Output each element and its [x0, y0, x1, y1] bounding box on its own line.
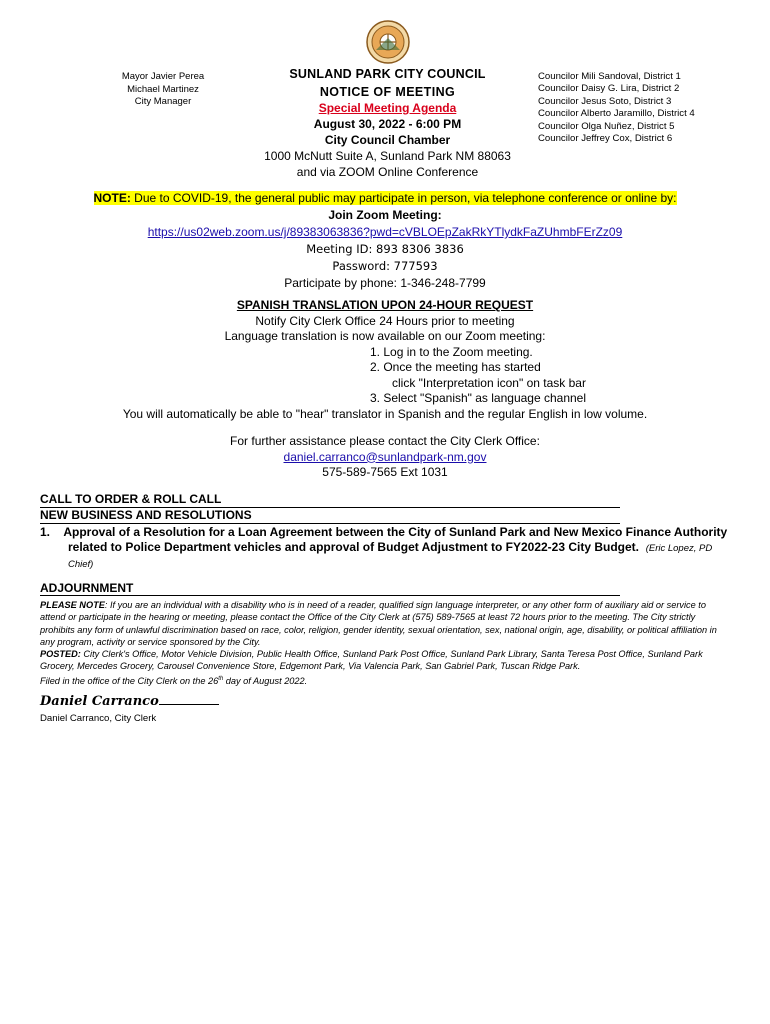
- posted-text: City Clerk's Office, Motor Vehicle Division, Public Health Office, Sunland Park Post Office, Sunland Park Library, Santa Teresa Post Office, Sunland Park Grocery, Mercedes Grocery, Carousel Convenience Store, Edgemont Park, Via Valencia Park, San Gabriel Park, Tuscan Ridge Park.: [40, 649, 703, 672]
- meeting-datetime: August 30, 2022 - 6:00 PM: [313, 117, 462, 131]
- join-zoom-label: Join Zoom Meeting:: [328, 208, 442, 222]
- please-note: [40, 599, 730, 648]
- clerk-email-link[interactable]: daniel.carranco@sunlandpark-nm.gov: [283, 449, 487, 464]
- phone-participation: Participate by phone: 1-346-248-7799: [284, 276, 486, 290]
- manager-name: Michael Martinez: [127, 83, 199, 95]
- covid-note: [40, 190, 730, 292]
- step-1: 1. Log in to the Zoom meeting.: [370, 344, 533, 359]
- spanish-heading: SPANISH TRANSLATION UPON 24-HOUR REQUEST: [236, 298, 534, 312]
- adjournment-section: [40, 582, 730, 687]
- item-number: 1.: [40, 525, 51, 539]
- councilor-4: Councilor Alberto Jaramillo, District 4: [538, 108, 695, 120]
- note-label: NOTE:: [93, 191, 131, 205]
- councilor-1: Councilor Mili Sandoval, District 1: [538, 71, 681, 82]
- call-to-order: CALL TO ORDER & ROLL CALL: [40, 492, 620, 508]
- mayor-name: Mayor Javier Perea: [121, 71, 205, 82]
- meeting-password: Password: 777593: [332, 259, 438, 273]
- spanish-line-3: You will automatically be able to "hear" translator in Spanish and the regular English in low volume.: [122, 406, 648, 421]
- special-agenda-label: Special Meeting Agenda: [318, 101, 457, 115]
- assistance-section: [40, 434, 730, 481]
- assist-text: For further assistance please contact the City Clerk Office:: [230, 434, 540, 448]
- posted: [40, 648, 730, 673]
- note-highlight: [94, 191, 677, 205]
- item-text: Approval of a Resolution for a Loan Agreement between the City of Sunland Park and New Mexico Finance Authority related to Police Department vehicles and approval of Budget Adjustment to FY2022-23 City Budget.: [63, 525, 728, 554]
- clerk-phone: 575-589-7565 Ext 1031: [322, 465, 448, 479]
- councilors-list: [538, 71, 758, 145]
- clerk-name: Daniel Carranco, City Clerk: [40, 713, 157, 724]
- note-text: Due to COVID-19, the general public may participate in person, via telephone conference or online by:: [130, 191, 677, 205]
- city-seal-logo: [366, 20, 410, 64]
- step-2: 2. Once the meeting has started: [370, 360, 541, 374]
- spanish-line-2: Language translation is now available on our Zoom meeting:: [224, 329, 546, 343]
- councilor-6: Councilor Jeffrey Cox, District 6: [538, 133, 673, 145]
- spanish-translation-section: [40, 298, 730, 422]
- meeting-address: 1000 McNutt Suite A, Sunland Park NM 88063: [264, 149, 511, 163]
- clerk-signature: Daniel Carranco: [40, 694, 159, 709]
- please-note-text: : If you are an individual with a disability who is in need of a reader, qualified sign language interpreter, or any other form of auxiliary aid or service to attend or participate in the hearing or meeting, please contact the Office of the City Clerk at (575) 589-7565 at least 72 hours prior to the meeting. The City strictly prohibits any form of unlawful discrimination based on race, color, religion, gender identity, sexual orientation, sex, national origin, age, disability, or political affiliation in any program, activity or service sponsored by the City.: [40, 600, 717, 647]
- manager-title: City Manager: [134, 96, 192, 107]
- posted-label: POSTED:: [40, 649, 81, 660]
- new-business-heading: NEW BUSINESS AND RESOLUTIONS: [40, 508, 620, 524]
- councilor-3: Councilor Jesus Soto, District 3: [538, 95, 672, 107]
- councilor-2: Councilor Daisy G. Lira, District 2: [538, 83, 680, 95]
- meeting-venue: City Council Chamber: [324, 133, 451, 147]
- meeting-id: Meeting ID: 893 8306 3836: [306, 242, 464, 256]
- filed-line: Filed in the office of the City Clerk on the 26th day of August 2022.: [40, 675, 308, 686]
- councilor-5: Councilor Olga Nuñez, District 5: [538, 120, 675, 132]
- agenda-item-1: [40, 525, 730, 572]
- zoom-line: and via ZOOM Online Conference: [296, 165, 479, 179]
- signature-line: [159, 704, 219, 705]
- signature-block: [40, 692, 240, 710]
- please-note-label: PLEASE NOTE: [40, 600, 105, 610]
- mayor-block: [88, 71, 238, 109]
- notice-title: NOTICE OF MEETING: [319, 85, 456, 99]
- step-3: 3. Select "Spanish" as language channel: [370, 391, 587, 405]
- meeting-header: [250, 66, 525, 180]
- zoom-link[interactable]: https://us02web.zoom.us/j/89383063836?pwd=cVBLOEpZakRkYTlydkFaZUhmbFErZz09: [147, 225, 623, 239]
- adjournment-heading: ADJOURNMENT: [40, 582, 620, 596]
- agenda-section: [40, 492, 730, 572]
- item-presenter: (Eric Lopez, PD Chief): [68, 543, 713, 570]
- step-2-cont: click "Interpretation icon" on task bar: [392, 375, 586, 390]
- spanish-line-1: Notify City Clerk Office 24 Hours prior to meeting: [255, 313, 515, 328]
- council-title: SUNLAND PARK CITY COUNCIL: [289, 67, 486, 81]
- spanish-steps: [370, 345, 670, 407]
